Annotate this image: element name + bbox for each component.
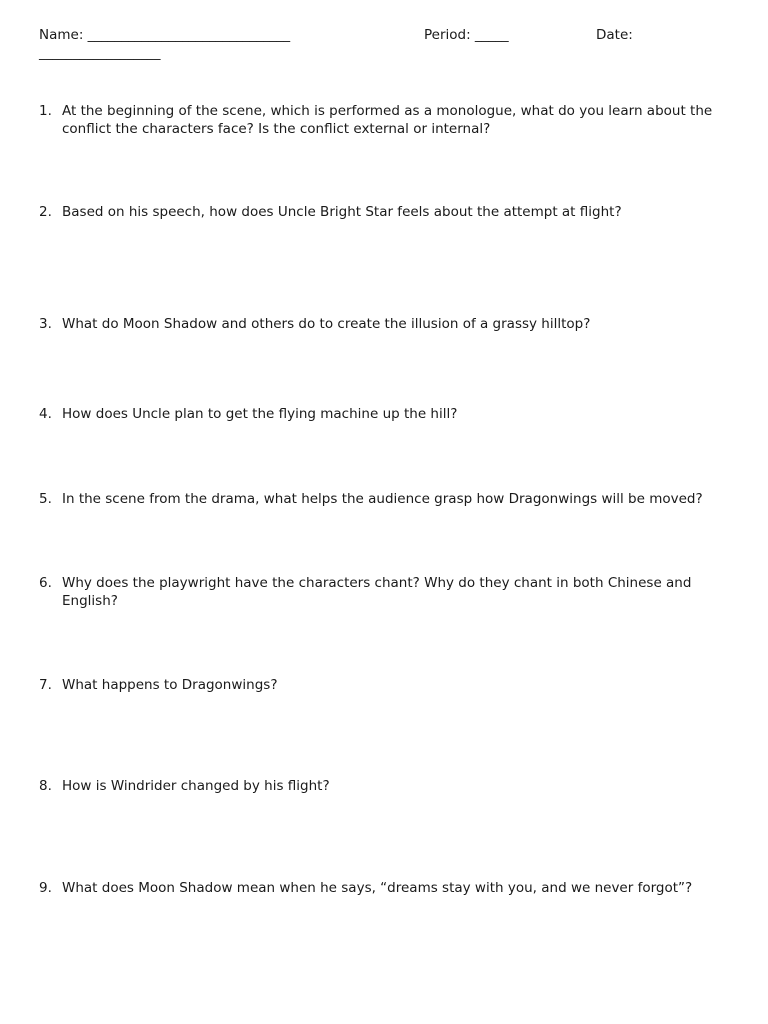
name-field-label: Name: ______________________________ <box>39 27 291 43</box>
question-9 <box>39 879 729 897</box>
question-1 <box>39 102 729 138</box>
question-number: 4. <box>39 406 52 422</box>
question-number: 5. <box>39 491 52 507</box>
question-5 <box>39 490 729 508</box>
question-text: How is Windrider changed by his flight? <box>62 778 330 794</box>
question-number: 1. <box>39 103 52 119</box>
question-number: 2. <box>39 204 52 220</box>
question-4 <box>39 405 729 423</box>
date-field-label: Date: <box>596 27 633 43</box>
question-3 <box>39 315 729 333</box>
question-text: Based on his speech, how does Uncle Bright Star feels about the attempt at flight? <box>62 204 622 220</box>
question-text: Why does the playwright have the characters chant? Why do they chant in both Chinese and English? <box>62 575 692 609</box>
question-text: What does Moon Shadow mean when he says, “dreams stay with you, and we never forgot”? <box>62 880 693 896</box>
question-number: 9. <box>39 880 52 896</box>
worksheet-header <box>39 27 739 71</box>
question-7 <box>39 676 729 694</box>
question-number: 3. <box>39 316 52 332</box>
question-6 <box>39 574 729 610</box>
question-text: What do Moon Shadow and others do to create the illusion of a grassy hilltop? <box>62 316 591 332</box>
question-text: How does Uncle plan to get the flying machine up the hill? <box>62 406 458 422</box>
question-text: In the scene from the drama, what helps the audience grasp how Dragonwings will be moved? <box>62 491 703 507</box>
question-text: At the beginning of the scene, which is performed as a monologue, what do you learn about the conflict the characters face? Is the conflict external or internal? <box>62 103 713 137</box>
question-text: What happens to Dragonwings? <box>62 677 278 693</box>
question-number: 7. <box>39 677 52 693</box>
question-8 <box>39 777 729 795</box>
date-field-line: __________________ <box>39 45 161 61</box>
question-number: 6. <box>39 575 52 591</box>
period-field-label: Period: _____ <box>424 27 509 43</box>
question-2 <box>39 203 729 221</box>
question-number: 8. <box>39 778 52 794</box>
